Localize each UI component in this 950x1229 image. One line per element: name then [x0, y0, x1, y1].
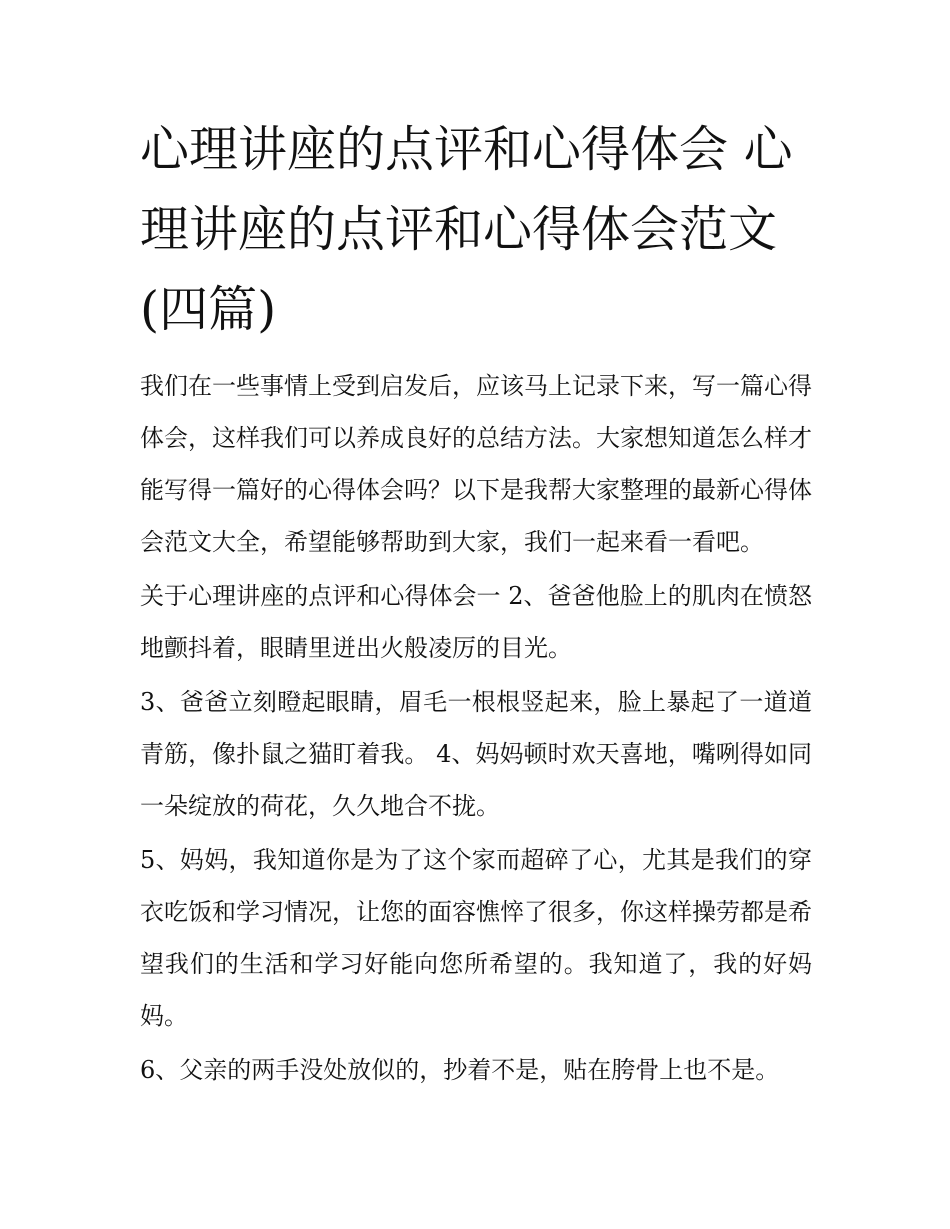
paragraph-item-6: 6、父亲的两手没处放似的，抄着不是，贴在胯骨上也不是。 — [140, 1056, 780, 1084]
paragraph-item-2: 关于心理讲座的点评和心得体会一 2、爸爸他脸上的肌肉在愤怒地颤抖着，眼睛里迸出火般凌厉的目光。 — [140, 582, 812, 662]
paragraph-intro: 我们在一些事情上受到启发后，应该马上记录下来，写一篇心得体会，这样我们可以养成良好的总结方法。大家想知道怎么样才能写得一篇好的心得体会吗？以下是我帮大家整理的最新心得体会范文大全，希望能够帮助到大家，我们一起来看一看吧。 — [140, 372, 812, 556]
paragraph-item-5: 5、妈妈，我知道你是为了这个家而超碎了心，尤其是我们的穿衣吃饭和学习情况，让您的面容憔悴了很多，你这样操劳都是希望我们的生活和学习好能向您所希望的。我知道了，我的好妈妈。 — [140, 846, 812, 1030]
paragraph-items-3-4: 3、爸爸立刻瞪起眼睛，眉毛一根根竖起来，脸上暴起了一道道青筋，像扑鼠之猫盯着我。 4、妈妈顿时欢天喜地，嘴咧得如同一朵绽放的荷花，久久地合不拢。 — [140, 688, 812, 820]
document-title: 心理讲座的点评和心得体会 心理讲座的点评和心得体会范文(四篇) — [140, 121, 793, 338]
document-body — [140, 110, 812, 1098]
